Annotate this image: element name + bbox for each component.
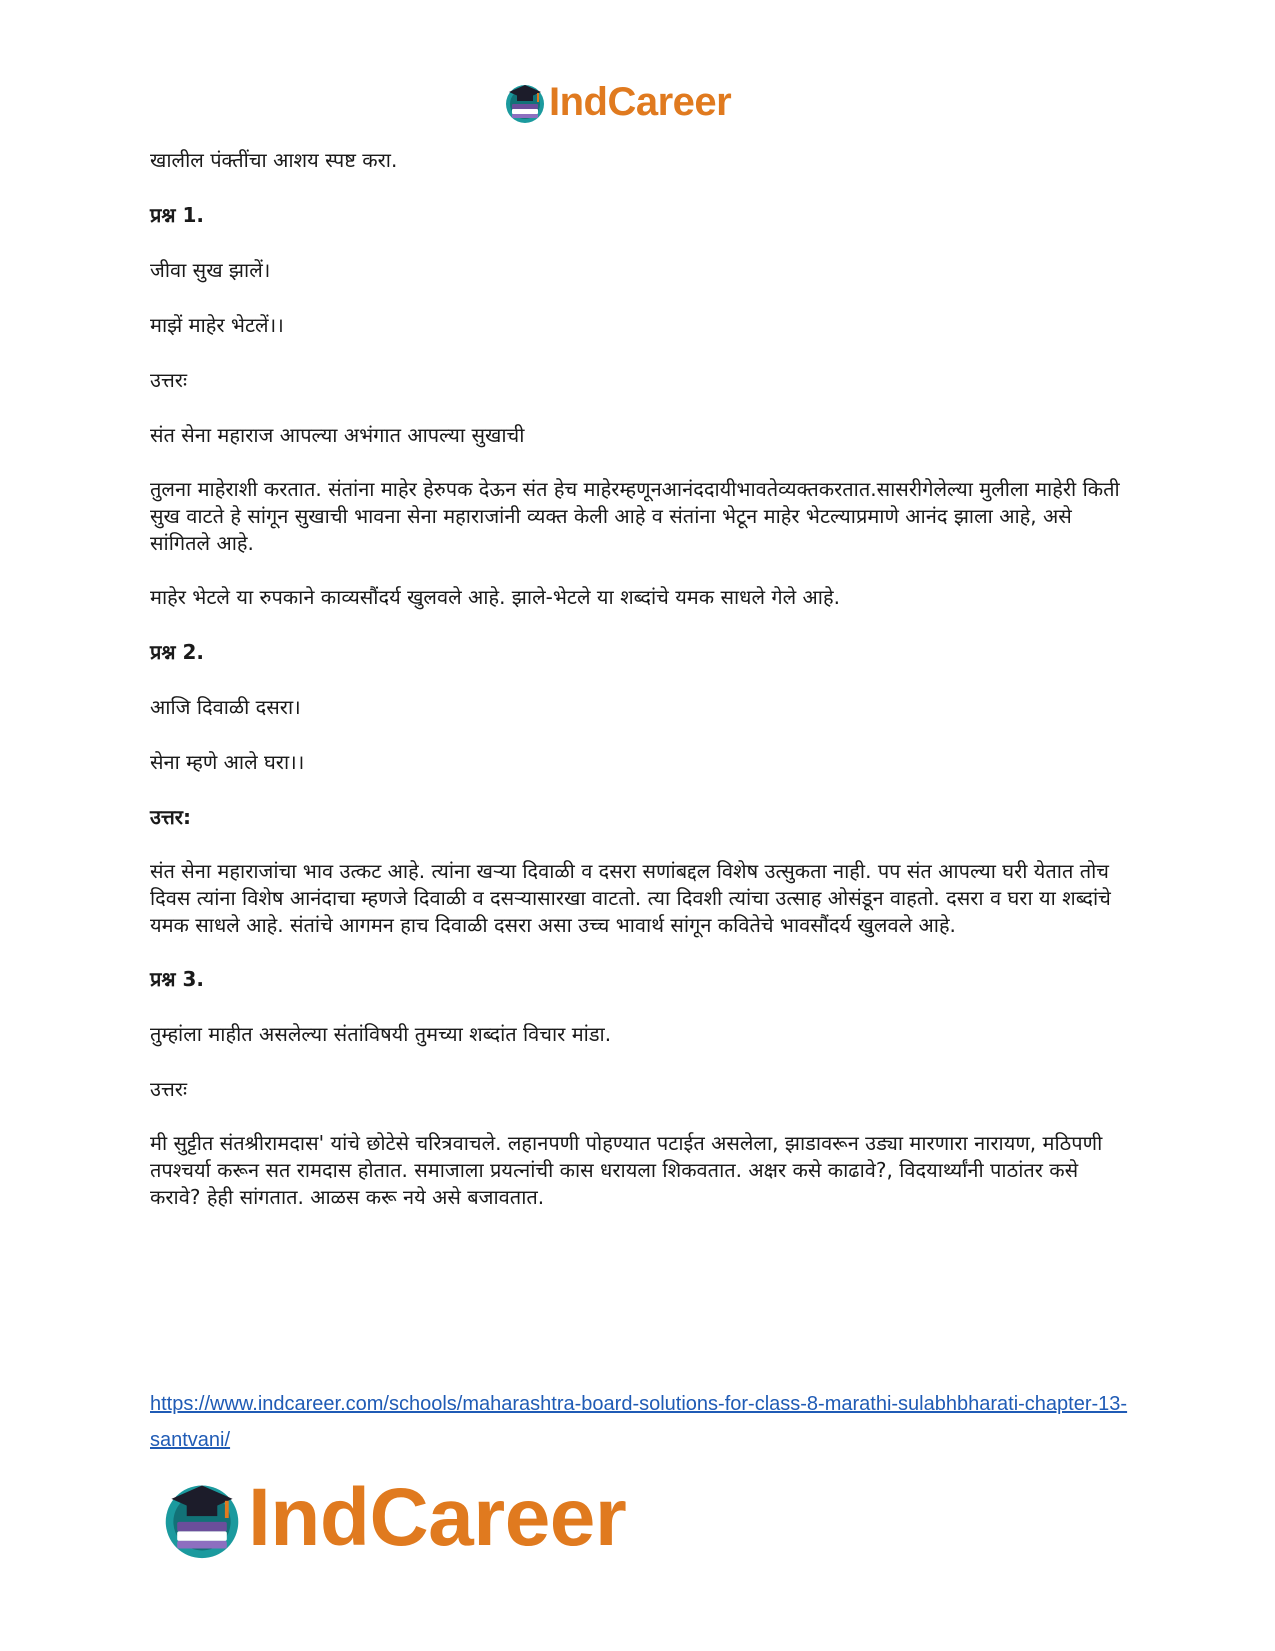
question-1-line-1: जीवा सुख झालें।: [150, 258, 271, 282]
answer-1-paragraph-1: संत सेना महाराज आपल्या अभंगात आपल्या सुखाची: [150, 423, 525, 447]
footer-logo: [160, 1472, 626, 1564]
intro-text: खालील पंक्तींचा आशय स्पष्ट करा.: [150, 148, 398, 172]
header-logo: [503, 79, 731, 125]
question-1-line-2: माझें माहेर भेटलें।।: [150, 313, 284, 337]
logo-wordmark: IndCareer: [549, 80, 732, 124]
answer-1-label: उत्तरः: [150, 368, 187, 392]
logo-wordmark: IndCareer: [248, 1472, 627, 1563]
document-body: [150, 146, 1130, 1237]
question-2-line-2: सेना म्हणे आले घरा।।: [150, 750, 305, 774]
answer-3-paragraph-1: मी सुट्टीत संतश्रीरामदास' यांचे छोटेसे चरित्रवाचले. लहानपणी पोहण्यात पटाईत असलेला, झाडावरून उड्या मारणारा नारायण, मठिपणी तपश्चर्या करून सत रामदास होतात. समाजाला प्रयत्नांची कास धरायला शिकवतात. अक्षर कसे काढावे?, विदयार्थ्यांनी पाठांतर कसे करावे? हेही सांगतात. आळस करू नये असे बजावतात.: [150, 1131, 1103, 1209]
answer-1-paragraph-2: तुलना माहेराशी करतात. संतांना माहेर हेरुपक देऊन संत हेच माहेरम्हणूनआनंददायीभावतेव्यक्तकरतात.सासरीगेलेल्या मुलीला माहेरी किती सुख वाटते हे सांगून सुखाची भावना सेना महाराजांनी व्यक्त केली आहे व संतांना भेटून माहेर भेटल्याप्रमाणे आनंद झाला आहे, असे सांगितले आहे.: [150, 477, 1120, 555]
question-3-text: तुम्हांला माहीत असलेल्या संतांविषयी तुमच्या शब्दांत विचार मांडा.: [150, 1022, 612, 1046]
answer-3-label: उत्तरः: [150, 1077, 187, 1101]
question-2-label: प्रश्न 2.: [150, 640, 204, 664]
question-1-label: प्रश्न 1.: [150, 203, 204, 227]
answer-1-paragraph-3: माहेर भेटले या रुपकाने काव्यसौंदर्य खुलवले आहे. झाले-भेटले या शब्दांचे यमक साधले गेले आहे.: [150, 585, 840, 609]
answer-2-label: उत्तर:: [150, 805, 191, 829]
graduation-cap-book-icon: [503, 80, 547, 124]
answer-2-paragraph-1: संत सेना महाराजांचा भाव उत्कट आहे. त्यांना खऱ्या दिवाळी व दसरा सणांबद्दल विशेष उत्सुकता नाही. पप संत आपल्या घरी येतात तोच दिवस त्यांना विशेष आनंदाचा म्हणजे दिवाळी व दसऱ्यासारखा वाटतो. त्या दिवशी त्यांचा उत्साह ओसंडून वाहतो. दसरा व घरा या शब्दांचे यमक साधले आहे. संतांचे आगमन हाच दिवाळी दसरा असा उच्च भावार्थ सांगून कवितेचे भावसौंदर्य खुलवले आहे.: [150, 859, 1111, 937]
question-3-label: प्रश्न 3.: [150, 967, 204, 991]
graduation-cap-book-icon: [160, 1476, 244, 1560]
question-2-line-1: आजि दिवाळी दसरा।: [150, 695, 301, 719]
source-url-link[interactable]: https://www.indcareer.com/schools/maharashtra-board-solutions-for-class-8-marathi-sulabhbharati-chapter-13-santvani/: [150, 1393, 1128, 1451]
